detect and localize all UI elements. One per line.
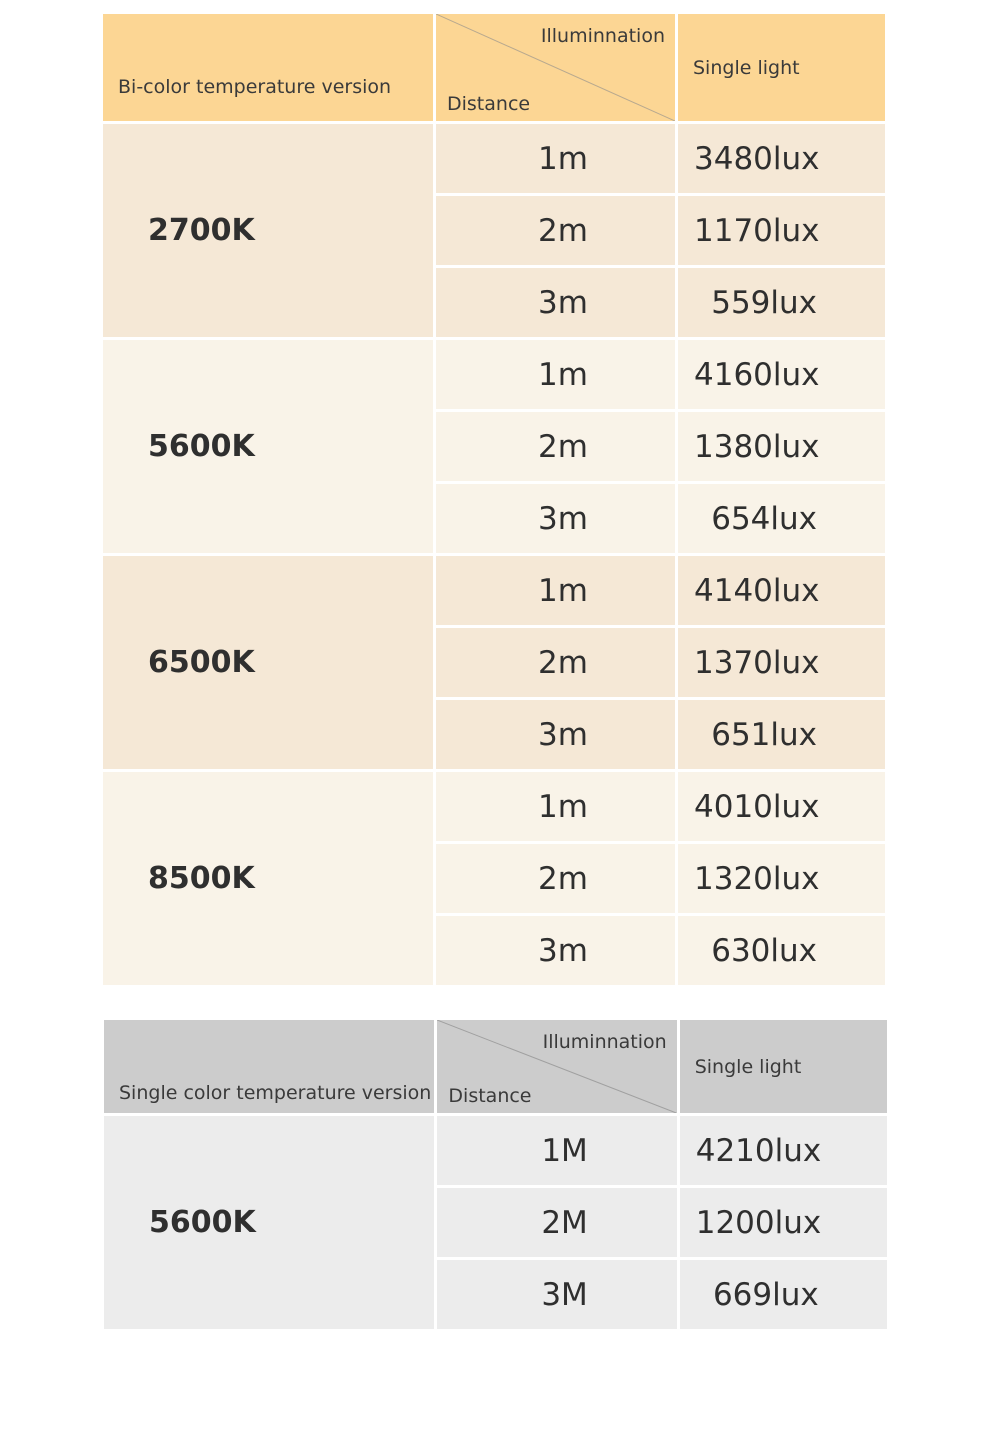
lux-cell <box>678 265 885 337</box>
lux-cell <box>678 841 885 913</box>
table-header-row <box>104 1020 887 1113</box>
lux-value: 3480lux <box>694 140 820 177</box>
distance-cell: 1m <box>436 769 675 841</box>
single-light-header: Single light <box>680 1020 887 1113</box>
table-row <box>103 769 885 841</box>
lux-cell <box>678 121 885 193</box>
lux-cell <box>678 625 885 697</box>
distance-cell: 3m <box>436 913 675 985</box>
distance-cell: 2m <box>436 625 675 697</box>
color-temp-cell: 2700K <box>103 121 433 337</box>
lux-value: 1170lux <box>694 212 820 249</box>
table-header-row <box>103 14 885 121</box>
distance-cell: 3M <box>437 1257 676 1329</box>
distance-cell: 1m <box>436 553 675 625</box>
table-row <box>104 1113 887 1185</box>
color-temp-cell: 5600K <box>104 1113 434 1329</box>
single-light-header: Single light <box>678 14 885 121</box>
diagonal-header-cell <box>437 1020 676 1113</box>
lux-cell <box>678 409 885 481</box>
lux-cell <box>678 697 885 769</box>
lux-value: 1320lux <box>694 860 820 897</box>
version-label: Single color temperature version <box>104 1020 434 1113</box>
table-row <box>103 553 885 625</box>
lux-value: 1200lux <box>695 1204 822 1241</box>
distance-cell: 2m <box>436 841 675 913</box>
lux-value: 4140lux <box>694 572 820 609</box>
lux-value: 1380lux <box>694 428 820 465</box>
lux-cell <box>680 1257 887 1329</box>
lux-value: 4210lux <box>695 1132 822 1169</box>
lux-cell <box>678 481 885 553</box>
distance-cell: 3m <box>436 697 675 769</box>
distance-cell: 2m <box>436 409 675 481</box>
lux-value: 654lux <box>711 500 817 537</box>
distance-cell: 1m <box>436 337 675 409</box>
distance-header: Distance <box>447 93 531 115</box>
lux-value: 1370lux <box>694 644 820 681</box>
table-row <box>103 337 885 409</box>
lux-cell <box>678 913 885 985</box>
distance-cell: 1M <box>437 1113 676 1185</box>
bicolor-spec-table <box>100 14 888 985</box>
lux-value: 4010lux <box>694 788 820 825</box>
diagonal-header-cell <box>436 14 675 121</box>
lux-cell <box>678 337 885 409</box>
lux-value: 669lux <box>712 1276 819 1313</box>
color-temp-cell: 8500K <box>103 769 433 985</box>
illumination-header: Illuminnation <box>540 25 665 47</box>
distance-cell: 1m <box>436 121 675 193</box>
lux-cell <box>678 193 885 265</box>
version-label: Bi-color temperature version <box>103 14 433 121</box>
lux-cell <box>678 769 885 841</box>
lux-cell <box>680 1185 887 1257</box>
table-row <box>103 121 885 193</box>
lux-cell <box>678 553 885 625</box>
lux-value: 651lux <box>711 716 817 753</box>
distance-header: Distance <box>448 1085 532 1107</box>
distance-cell: 2m <box>436 193 675 265</box>
distance-cell: 3m <box>436 481 675 553</box>
lux-value: 630lux <box>711 932 817 969</box>
distance-cell: 2M <box>437 1185 676 1257</box>
lux-cell <box>680 1113 887 1185</box>
lux-value: 559lux <box>711 284 817 321</box>
distance-cell: 3m <box>436 265 675 337</box>
lux-value: 4160lux <box>694 356 820 393</box>
color-temp-cell: 5600K <box>103 337 433 553</box>
single-color-spec-table <box>101 1020 890 1329</box>
color-temp-cell: 6500K <box>103 553 433 769</box>
illumination-header: Illuminnation <box>542 1031 667 1053</box>
